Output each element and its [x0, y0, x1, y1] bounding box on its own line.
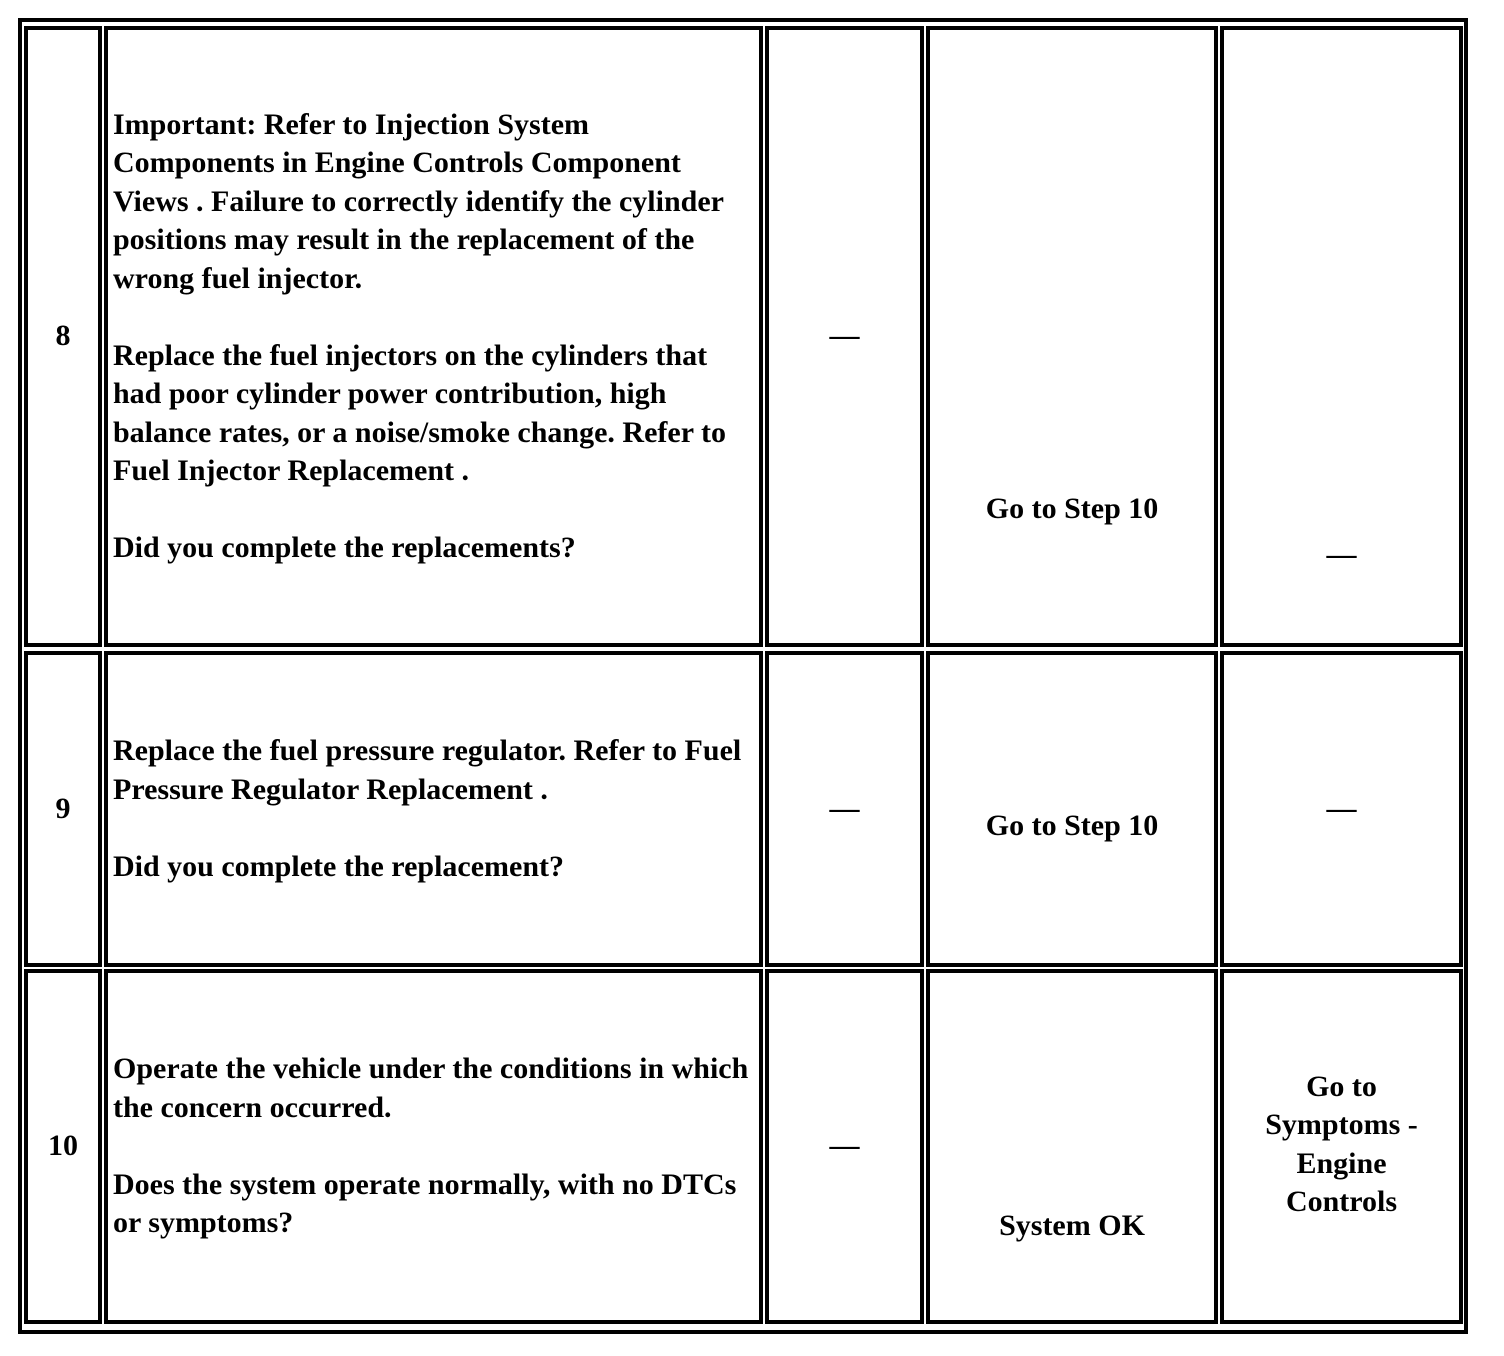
no-cell [1220, 969, 1463, 1324]
values-cell [765, 969, 924, 1324]
action-paragraph: Replace the fuel injectors on the cylinders that had poor cylinder power contribution, high balance rates, or a noise/smoke change. Refer to Fuel Injector Replacement . [113, 338, 726, 487]
no-cell [1220, 651, 1463, 967]
action-paragraph: Did you complete the replacement? [113, 849, 565, 883]
action-cell [104, 651, 763, 967]
yes-action: Go to Step 10 [985, 809, 1159, 842]
action-paragraph: Important: Refer to Injection System Components in Engine Controls Component Views . Failure to correctly identify the cylinder positions may result in the replacement of the wrong fuel injector. [113, 107, 724, 295]
yes-action: Go to Step 10 [985, 492, 1159, 525]
action-paragraph: Does the system operate normally, with no DTCs or symptoms? [113, 1167, 737, 1240]
step-number: 8 [55, 319, 71, 353]
values-dash: — [829, 791, 860, 825]
no-cell [1220, 26, 1463, 647]
yes-cell [926, 651, 1218, 967]
action-cell [104, 26, 763, 647]
no-action: — [1326, 791, 1357, 825]
values-dash: — [829, 319, 860, 353]
step-number: 10 [48, 1129, 78, 1163]
values-dash: — [829, 1129, 860, 1163]
yes-action: System OK [999, 1209, 1145, 1242]
values-cell [765, 26, 924, 647]
action-cell [104, 969, 763, 1324]
step-number-cell [24, 969, 102, 1324]
step-number-cell [24, 651, 102, 967]
step-number: 9 [55, 791, 71, 825]
action-paragraph: Operate the vehicle under the conditions in which the concern occurred. [113, 1052, 749, 1124]
no-action: — [1326, 538, 1357, 571]
action-paragraph: Replace the fuel pressure regulator. Refer to Fuel Pressure Regulator Replacement . [113, 734, 742, 806]
yes-cell [926, 969, 1218, 1324]
yes-cell [926, 26, 1218, 647]
action-paragraph: Did you complete the replacements? [113, 531, 576, 564]
no-action: Go to Symptoms - Engine Controls [1265, 1069, 1418, 1218]
values-cell [765, 651, 924, 967]
step-number-cell [24, 26, 102, 647]
